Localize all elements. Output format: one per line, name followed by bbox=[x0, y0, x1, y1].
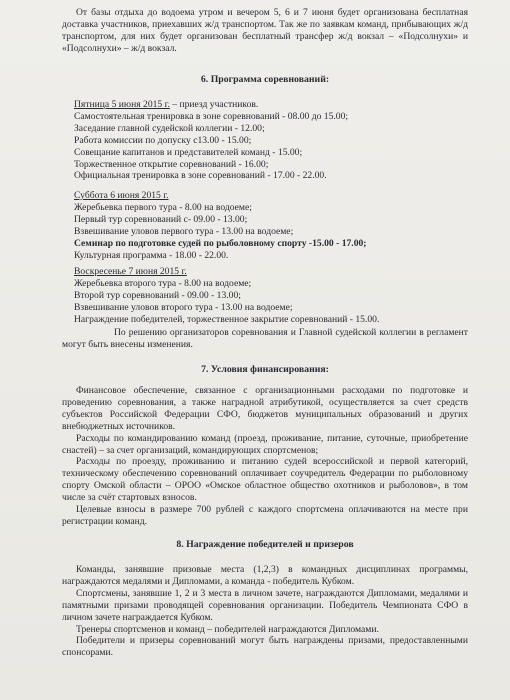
section7-heading: 7. Условия финансирования: bbox=[201, 364, 329, 375]
sunday-item: Второй тур соревнований - 09.00 - 13.00; bbox=[74, 289, 241, 301]
friday-item: Самостоятельная тренировка в зоне соревнований - 08.00 до 15.00; bbox=[74, 110, 349, 122]
friday-item: Торжественное открытие соревнований - 16.00; bbox=[74, 158, 269, 170]
section6-heading: 6. Программа соревнований: bbox=[200, 74, 330, 85]
section7-paragraph: Расходы по проезду, проживанию и питанию судей всероссийской и первой категорий, техническому обеспечению соревнований оплачивает соучредитель Федерации по рыболовному спорту Омской области – ОРОО «Омское областное общество охотников и рыболовов», в том числе за счёт стартовых взносов. bbox=[62, 456, 468, 504]
friday-item: Работа комиссии по допуску с13.00 - 15.00; bbox=[74, 134, 252, 146]
intro-block bbox=[62, 7, 468, 55]
sunday-item: Награждение победителей, торжественное закрытие соревнований - 15.00. bbox=[74, 313, 380, 325]
friday-header bbox=[74, 99, 474, 111]
friday-item: Совещание капитанов и представителей команд - 15.00; bbox=[74, 146, 303, 158]
section8-paragraph: Тренеры спортсменов и команд – победителей награждаются Дипломами. bbox=[76, 623, 379, 635]
friday-item: Заседание главной судейской коллегии - 12.00; bbox=[74, 122, 265, 134]
saturday-culture: Культурная программа - 18.00 - 22.00. bbox=[74, 249, 229, 261]
section8-paragraph: Спортсмены, занявшие 1, 2 и 3 места в личном зачете, награждаются Дипломами, медалями и памятными призами проводящей соревнования организации. Победитель Чемпионата СФО в личном зачете награждается Кубком. bbox=[62, 587, 468, 623]
sunday-item: Взвешивание уловов второго тура - 13.00 на водоеме; bbox=[74, 301, 293, 313]
saturday-seminar: Семинар по подготовке судей по рыболовному спорту -15.00 - 17.00; bbox=[74, 237, 367, 249]
section7-paragraph: Целевые взносы в размере 700 рублей с каждого спортсмена оплачиваются на месте при регистрации команд. bbox=[62, 504, 468, 527]
sunday-date: Воскресенье 7 июня 2015 г. bbox=[74, 266, 187, 277]
friday-date: Пятница 5 июня 2015 г. bbox=[74, 99, 170, 110]
section8-body bbox=[62, 564, 468, 659]
intro-paragraph: От базы отдыха до водоема утром и вечером 5, 6 и 7 июня будет организована бесплатная доставка участников, приехавших ж/д транспортом. Так же по заявкам команд, прибывающих ж/д транспортом, для них будет организован бесплатный трансфер ж/д вокзал – «Подсолнухи» и «Подсолнухи» – ж/д вокзал. bbox=[62, 7, 468, 54]
friday-schedule bbox=[74, 99, 474, 182]
saturday-item: Первый тур соревнований с- 09.00 - 13.00; bbox=[74, 213, 248, 225]
saturday-date: Суббота 6 июня 2015 г. bbox=[74, 190, 169, 201]
section8-heading: 8. Награждение победителей и призеров bbox=[176, 539, 354, 550]
section6-note: По решению организаторов соревнования и Главной судейской коллегии в регламент могут быть внесены изменения. bbox=[62, 327, 468, 350]
section7-paragraph: Расходы по командированию команд (проезд, проживание, питание, суточные, приобретение снастей) – за счет организаций, командирующих спортсменов; bbox=[62, 432, 468, 456]
section8-paragraph: Победители и призеры соревнований могут быть награждены призами, предоставленными спонсорами. bbox=[62, 635, 468, 659]
saturday-item: Жеребьевка первого тура - 8.00 на водоеме; bbox=[74, 201, 252, 213]
friday-item: Официальная тренировка в зоне соревнований - 17.00 - 22.00. bbox=[74, 170, 327, 182]
friday-arrival: – приезд участников. bbox=[169, 99, 259, 110]
saturday-schedule bbox=[74, 190, 474, 261]
sunday-schedule bbox=[74, 266, 474, 326]
section7-body bbox=[62, 385, 468, 528]
section6-note-block bbox=[62, 327, 468, 351]
section7-paragraph: Финансовое обеспечение, связанное с организационными расходами по подготовке и проведению соревнования, а также наградной атрибутикой, осуществляется за счет средств субъектов Российской Федерации СФО, бюджетов муниципальных образований и других внебюджетных источников. bbox=[62, 385, 468, 432]
section8-paragraph: Команды, занявшие призовые места (1,2,3) в командных дисциплинах программы, награждаются медалями и Дипломами, а команда - победитель Кубком. bbox=[62, 564, 468, 587]
saturday-item: Взвешивание уловов первого тура - 13.00 на водоеме; bbox=[74, 225, 294, 237]
sunday-item: Жеребьевка второго тура - 8.00 на водоеме; bbox=[74, 277, 252, 289]
